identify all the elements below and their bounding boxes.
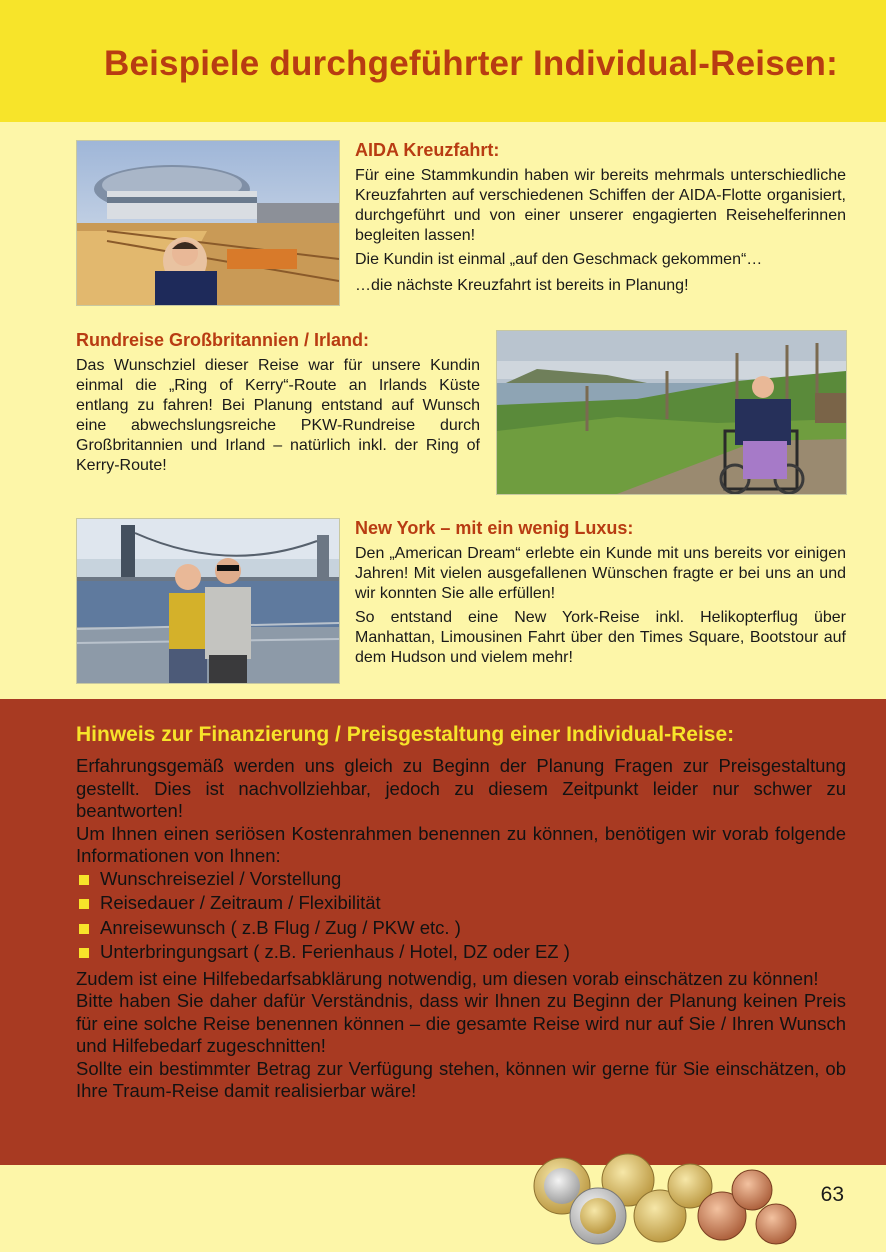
page-title: Beispiele durchgeführter Individual-Reisen:	[103, 44, 838, 83]
section-title-irland: Rundreise Großbritannien / Irland:	[76, 330, 370, 350]
list-item-label: Anreisewunsch ( z.B Flug / Zug / PKW etc. )	[100, 916, 461, 938]
section-text-aida	[355, 166, 846, 300]
list-item-label: Wunschreiseziel / Vorstellung	[100, 867, 342, 889]
new-york-photo	[76, 518, 340, 684]
square-bullet-icon	[79, 924, 89, 934]
euro-coins-icon	[530, 1150, 810, 1247]
square-bullet-icon	[79, 948, 89, 958]
square-bullet-icon	[79, 875, 89, 885]
paragraph: Für eine Stammkundin haben wir bereits mehrmals unterschiedliche Kreuzfahrten auf verschiedenen Schiffen der AIDA-Flotte organisiert, durchgeführt und von einer unserer engagierten Reisehelferinnen begleiten lassen!	[355, 167, 846, 244]
page-number: 63	[820, 1183, 844, 1206]
paragraph: …die nächste Kreuzfahrt ist bereits in Planung!	[355, 277, 689, 294]
cruise-ship-photo	[76, 140, 340, 306]
paragraph: Die Kundin ist einmal „auf den Geschmack gekommen“…	[355, 251, 763, 268]
pricing-notice-box	[0, 699, 886, 1165]
list-item	[76, 917, 846, 940]
section-text-new-york	[355, 544, 846, 672]
notice-paragraph: Sollte ein bestimmter Betrag zur Verfügung stehen, können wir gerne für Sie einschätzen, ob Ihre Traum-Reise damit realisierbar wäre!	[76, 1057, 846, 1101]
list-item	[76, 892, 846, 915]
irish-coast-photo	[496, 330, 847, 495]
header-band	[0, 0, 886, 122]
section-title-aida: AIDA Kreuzfahrt:	[355, 140, 500, 160]
requirements-list	[76, 868, 846, 964]
section-title-new-york: New York – mit ein wenig Luxus:	[355, 518, 634, 538]
notice-paragraph: Zudem ist eine Hilfebedarfsabklärung notwendig, um diesen vorab einschätzen zu können!	[76, 967, 819, 989]
list-item	[76, 868, 846, 891]
paragraph: Das Wunschziel dieser Reise war für unsere Kundin einmal die „Ring of Kerry“-Route an Irlands Küste entlang zu fahren! Bei Planung entstand auf Wunsch eine abwechslungsreiche PKW-Rundreise durch Großbritannien und Irland – natürlich inkl. der Ring of Kerry-Route!	[76, 357, 480, 474]
notice-title: Hinweis zur Finanzierung / Preisgestaltung einer Individual-Reise:	[76, 723, 735, 746]
notice-paragraph: Bitte haben Sie daher dafür Verständnis, dass wir Ihnen zu Beginn der Planung keinen Preis für eine solche Reise benennen können – die gesamte Reise wird nur auf Sie / Ihren Wunsch und Hilfebedarf zugeschnitten!	[76, 990, 846, 1056]
list-item-label: Unterbringungsart ( z.B. Ferienhaus / Hotel, DZ oder EZ )	[100, 941, 570, 962]
list-item-label: Reisedauer / Zeitraum / Flexibilität	[100, 892, 381, 913]
notice-body	[76, 755, 846, 1103]
paragraph: So entstand eine New York-Reise inkl. Helikopterflug über Manhattan, Limousinen Fahrt über den Times Square, Bootstour auf dem Hudson und vielem mehr!	[355, 609, 846, 666]
section-text-irland	[76, 356, 480, 480]
square-bullet-icon	[79, 899, 89, 909]
paragraph: Den „American Dream“ erlebte ein Kunde mit uns bereits vor einigen Jahren! Mit vielen ausgefallenen Wünschen fragte er bei uns an und wir konnten Sie alle erfüllen!	[355, 545, 846, 602]
notice-intro: Erfahrungsgemäß werden uns gleich zu Beginn der Planung Fragen zur Preisgestaltung gestellt. Dies ist nachvollziehbar, jedoch zu diesem Zeitpunkt leider nur schwer zu beantworten!	[76, 755, 846, 821]
notice-request: Um Ihnen einen seriösen Kostenrahmen benennen zu können, benötigen wir vorab folgende Informationen von Ihnen:	[76, 822, 846, 866]
list-item	[76, 941, 846, 964]
